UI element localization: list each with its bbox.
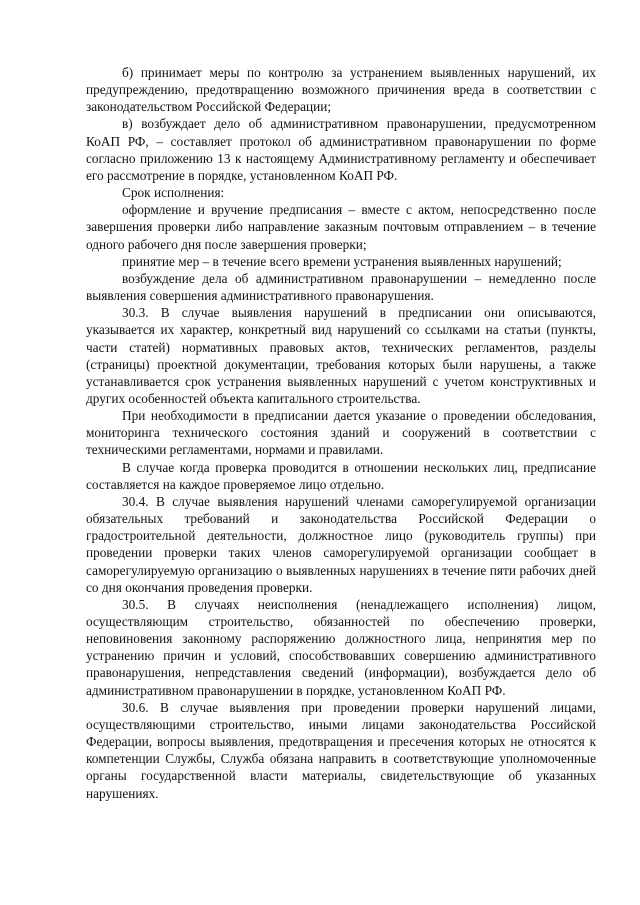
paragraph-deadline-measures: принятие мер – в течение всего времени устранения выявленных нарушений; (122, 253, 562, 269)
paragraph-30-6: 30.6. В случае выявления при проведении проверки нарушений лицами, осуществляющими строительство, иными лицами законодательства Российской Федерации, вопросы выявления, предотвращения и пресечения которых не относятся к компетенции Службы, Служба обязана направить в соответствующие уполномоченные органы государственной власти материалы, свидетельствующие об указанных нарушениях. (86, 699, 596, 801)
paragraph-b-measures: б) принимает меры по контролю за устранением выявленных нарушений, их предупреждению, предотвращению возможного причинения вреда в соответствии с законодательством Российской Федерации; (86, 65, 596, 115)
paragraph-v-case-initiation: в) возбуждает дело об административном правонарушении, предусмотренном КоАП РФ, – составляет протокол об административном правонарушении по форме согласно приложению 13 к настоящему Административному регламенту и обеспечивает его рассмотрение в порядке, установленном КоАП РФ. (86, 116, 596, 183)
paragraph-30-3: 30.3. В случае выявления нарушений в предписании они описываются, указывается их характер, конкретный вид нарушений со ссылками на статьи (пункты, части статей) нормативных правовых актов, технических регламентов, разделы (страницы) проектной документации, требования которых были нарушены, а также устанавливается срок устранения выявленных нарушений с учетом конструктивных и других особенностей объекта капитального строительства. (86, 305, 596, 406)
paragraph-deadline-order: оформление и вручение предписания – вместе с актом, непосредственно после завершения проверки либо направление заказным почтовым отправлением – в течение одного рабочего дня после завершения проверки; (86, 202, 596, 252)
paragraph-inspection-indication: При необходимости в предписании дается указание о проведении обследования, мониторинга технического состояния зданий и сооружений в соответствии с техническими регламентами, нормами и правилами. (86, 408, 596, 458)
paragraph-deadline-heading: Срок исполнения: (122, 185, 225, 201)
paragraph-deadline-case: возбуждение дела об административном правонарушении – немедленно после выявления совершения административного правонарушения. (86, 270, 596, 304)
document-page (86, 64, 596, 802)
paragraph-multiple-persons: В случае когда проверка проводится в отношении нескольких лиц, предписание составляется на каждое проверяемое лицо отдельно. (86, 459, 596, 492)
paragraph-30-4: 30.4. В случае выявления нарушений членами саморегулируемой организации обязательных требований и законодательства Российской Федерации о градостроительной деятельности, должностное лицо (руководитель группы) при проведении проверки таких членов саморегулируемой организации сообщает в саморегулируемую организацию о выявленных нарушениях в течение пяти рабочих дней со дня окончания проведения проверки. (86, 493, 596, 595)
paragraph-30-5: 30.5. В случаях неисполнения (ненадлежащего исполнения) лицом, осуществляющим строительство, обязанностей по обеспечению проверки, неповиновения законному распоряжению должностного лица, непринятия мер по устранению причин и условий, способствовавших совершению административного правонарушения, непредставления сведений (информации), возбуждается дело об административном правонарушении в порядке, установленном КоАП РФ. (86, 596, 596, 698)
